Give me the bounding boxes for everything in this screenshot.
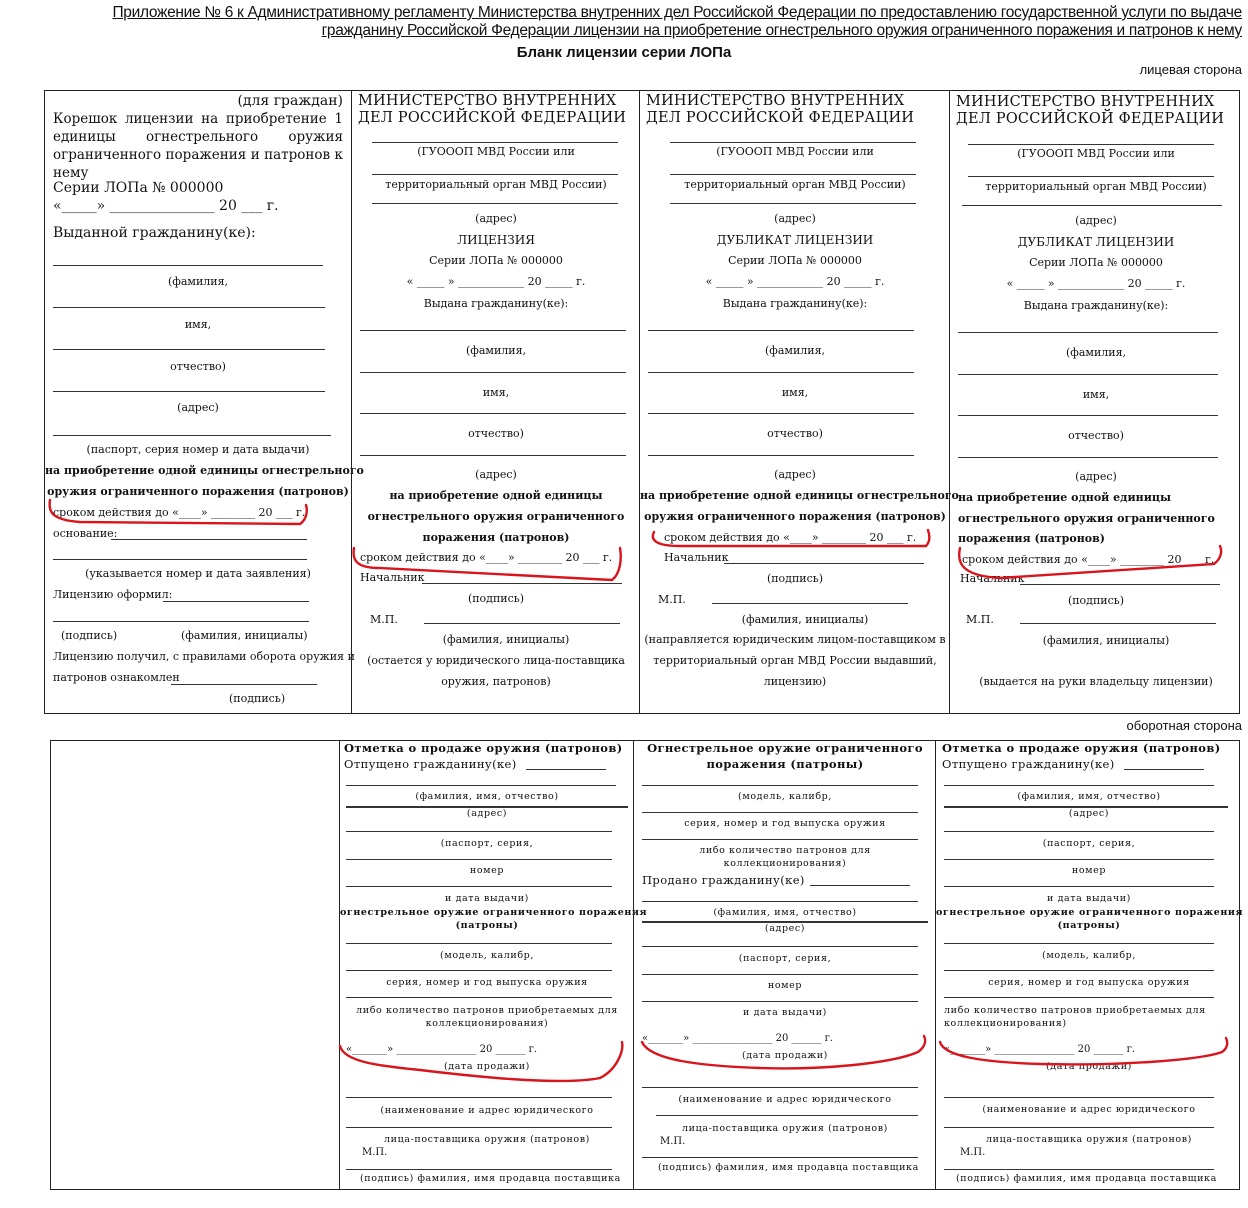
stub-basis-note: (указывается номер и дата заявления) xyxy=(85,567,311,580)
stub-issued: Выданной гражданину(ке): xyxy=(53,225,256,241)
stub-text: Корешок лицензии на приобретение 1 единицы огнестрельного оружия ограниченного поражения и патронов к нему xyxy=(53,111,343,181)
passport: (паспорт, серия, xyxy=(1042,838,1136,849)
territorial-label: территориальный орган МВД России) xyxy=(385,178,607,191)
mp: М.П. xyxy=(660,1136,686,1147)
stub-patronymic: отчество) xyxy=(170,360,226,373)
ministry-line-1: МИНИСТЕРСТВО ВНУТРЕННИХ xyxy=(358,93,617,109)
issued-to: Выдана гражданину(ке): xyxy=(1023,299,1169,312)
fio: (фамилия, имя, отчество) xyxy=(713,907,857,918)
guooop-label: (ГУОООП МВД России или xyxy=(716,145,874,158)
duplicate-1-note-1: (направляется юридическим лицом-поставщиком в xyxy=(644,633,946,646)
license-validity: сроком действия до «____» ________ 20 ___ г. xyxy=(360,551,613,564)
stub-purpose-2: оружия ограниченного поражения (патронов) xyxy=(47,485,349,498)
form-title: Бланк лицензии серии ЛОПа xyxy=(516,44,732,61)
cartridges-2: коллекционирования) xyxy=(944,1018,1067,1029)
address-2: (адрес) xyxy=(1075,470,1117,483)
mp: М.П. xyxy=(966,613,994,626)
stub-date: «_____» _______________ 20 ___ г. xyxy=(53,198,279,214)
initials: (фамилия, инициалы) xyxy=(442,633,570,646)
initials: (фамилия, инициалы) xyxy=(741,613,869,626)
stub-basis: основание: xyxy=(53,527,118,540)
number: номер xyxy=(767,980,803,991)
stub-issued-by: Лицензию оформил: xyxy=(53,588,173,601)
ministry-line-2: ДЕЛ РОССИЙСКОЙ ФЕДЕРАЦИИ xyxy=(956,111,1225,127)
sale-title: Отметка о продаже оружия (патронов) xyxy=(942,741,1221,755)
duplicate-2-series: Серии ЛОПа № 000000 xyxy=(1029,256,1163,269)
sale-date: (дата продажи) xyxy=(1046,1061,1132,1072)
license-title: ЛИЦЕНЗИЯ xyxy=(457,233,535,247)
sign-name: (подпись) фамилия, имя продавца поставщика xyxy=(658,1162,919,1173)
released-to: Отпущено гражданину(ке) xyxy=(942,757,1115,771)
sale-date-line: «_______» ________________ 20 ______ г. xyxy=(346,1044,538,1055)
stub-address: (адрес) xyxy=(177,401,219,414)
address: (адрес) xyxy=(1068,808,1110,819)
legal-2: лица-поставщика оружия (патронов) xyxy=(986,1134,1192,1145)
stub-column xyxy=(45,91,364,713)
license-purpose-2: огнестрельного оружия ограниченного xyxy=(367,510,625,523)
stub-signature-2: (подпись) xyxy=(229,692,286,705)
mp: М.П. xyxy=(960,1147,986,1158)
territorial-label: территориальный орган МВД России) xyxy=(684,178,906,191)
front-side-label: лицевая сторона xyxy=(1139,62,1242,77)
mid-cartridges-2: коллекционирования) xyxy=(723,858,847,869)
model: (модель, калибр, xyxy=(738,791,832,802)
signature: (подпись) xyxy=(766,572,824,585)
header-line-2: гражданину Российской Федерации лицензии на приобретение огнестрельного оружия ограниченного поражения и патронов к нему xyxy=(321,22,1242,39)
mp: М.П. xyxy=(370,613,398,626)
issue-date: и дата выдачи) xyxy=(1047,893,1131,904)
address-label: (адрес) xyxy=(475,212,517,225)
duplicate-2-validity: сроком действия до «____» ________ 20 ___ г. xyxy=(962,553,1215,566)
duplicate-1-title: ДУБЛИКАТ ЛИЦЕНЗИИ xyxy=(716,233,874,247)
initials: (фамилия, инициалы) xyxy=(1042,634,1170,647)
stub-signature: (подпись) xyxy=(61,629,118,642)
duplicate-1-note-3: лицензию) xyxy=(763,675,827,688)
signature: (подпись) xyxy=(1067,594,1125,607)
stub-surname: (фамилия, xyxy=(167,275,229,288)
stub-initials: (фамилия, инициалы) xyxy=(181,629,308,642)
license-series: Серии ЛОПа № 000000 xyxy=(429,254,563,267)
ministry-line-2: ДЕЛ РОССИЙСКОЙ ФЕДЕРАЦИИ xyxy=(358,110,627,126)
chief: Начальник xyxy=(664,551,729,564)
license-purpose-1: на приобретение одной единицы xyxy=(389,489,603,502)
mid-title-2: поражения (патроны) xyxy=(706,757,864,771)
duplicate-2-note: (выдается на руки владельцу лицензии) xyxy=(979,675,1213,688)
number: номер xyxy=(1071,865,1107,876)
stub-passport: (паспорт, серия номер и дата выдачи) xyxy=(86,443,310,456)
license-column xyxy=(351,91,639,713)
license-purpose-3: поражения (патронов) xyxy=(422,531,570,544)
issued-to: Выдана гражданину(ке): xyxy=(423,297,569,310)
guooop-label: (ГУОООП МВД России или xyxy=(417,145,575,158)
issue-date: и дата выдачи) xyxy=(743,1007,827,1018)
surname: (фамилия, xyxy=(465,344,527,357)
license-note-1: (остается у юридического лица-поставщика xyxy=(367,654,625,667)
name: имя, xyxy=(781,386,809,399)
cartridges-1: либо количество патронов приобретаемых для xyxy=(356,1005,618,1016)
address: (адрес) xyxy=(466,808,508,819)
front-side-form xyxy=(44,90,1240,714)
back-sale-column-1 xyxy=(339,741,648,1189)
duplicate-2-purpose-1: на приобретение одной единицы xyxy=(958,491,1172,504)
address: (адрес) xyxy=(764,923,806,934)
legal-2: лица-поставщика оружия (патронов) xyxy=(682,1123,888,1134)
legal-2: лица-поставщика оружия (патронов) xyxy=(384,1134,590,1145)
sale-date: (дата продажи) xyxy=(742,1050,828,1061)
legal-1: (наименование и адрес юридического xyxy=(982,1104,1196,1115)
name: имя, xyxy=(482,386,510,399)
cartridges-2: коллекционирования) xyxy=(425,1018,549,1029)
duplicate-2-purpose-3: поражения (патронов) xyxy=(958,532,1105,545)
duplicate-2-title: ДУБЛИКАТ ЛИЦЕНЗИИ xyxy=(1017,235,1175,249)
name: имя, xyxy=(1082,388,1110,401)
released-to: Отпущено гражданину(ке) xyxy=(344,757,517,771)
issue-date: и дата выдачи) xyxy=(445,893,529,904)
duplicate-2-date: « _____ » ____________ 20 _____ г. xyxy=(1006,277,1186,290)
patronymic: отчество) xyxy=(468,427,524,440)
legal-1: (наименование и адрес юридического xyxy=(380,1105,594,1116)
duplicate-2-purpose-2: огнестрельного оружия ограниченного xyxy=(958,512,1215,525)
weapon-1: огнестрельное оружие ограниченного поражения xyxy=(936,907,1244,918)
territorial-label: территориальный орган МВД России) xyxy=(985,180,1207,193)
patronymic: отчество) xyxy=(1068,429,1124,442)
model: (модель, калибр, xyxy=(1042,950,1136,961)
license-date: « _____ » ____________ 20 _____ г. xyxy=(406,275,586,288)
mid-title-1: Огнестрельное оружие ограниченного xyxy=(647,741,923,755)
chief: Начальник xyxy=(960,572,1025,585)
duplicate-1-series: Серии ЛОПа № 000000 xyxy=(728,254,862,267)
address-label: (адрес) xyxy=(774,212,816,225)
duplicate-1-date: « _____ » ____________ 20 _____ г. xyxy=(705,275,885,288)
fio: (фамилия, имя, отчество) xyxy=(1017,791,1161,802)
mid-cartridges-1: либо количество патронов для xyxy=(699,845,871,856)
stub-acquainted: патронов ознакомлен xyxy=(53,671,180,684)
sale-date-line: «_______» ________________ 20 ______ г. xyxy=(642,1033,834,1044)
duplicate-1-purpose-2: оружия ограниченного поражения (патронов) xyxy=(644,510,946,523)
sale-date: (дата продажи) xyxy=(444,1061,530,1072)
duplicate-1-purpose-1: на приобретение одной единицы огнестрельного xyxy=(640,489,959,502)
back-side-label: оборотная сторона xyxy=(1126,718,1242,733)
surname: (фамилия, xyxy=(1065,346,1127,359)
sold-to: Продано гражданину(ке) xyxy=(642,873,805,887)
duplicate-1-column xyxy=(639,91,959,713)
model: (модель, калибр, xyxy=(440,950,534,961)
legal-1: (наименование и адрес юридического xyxy=(678,1094,892,1105)
weapon-1: огнестрельное оружие ограниченного поражения xyxy=(340,907,648,918)
surname: (фамилия, xyxy=(764,344,826,357)
duplicate-1-validity: сроком действия до «____» ________ 20 ___ г. xyxy=(664,531,917,544)
sale-title: Отметка о продаже оружия (патронов) xyxy=(344,741,623,755)
cartridges-1: либо количество патронов приобретаемых для xyxy=(944,1005,1206,1016)
stub-validity: сроком действия до «____» ________ 20 ___ г. xyxy=(53,506,306,519)
guooop-label: (ГУОООП МВД России или xyxy=(1017,147,1175,160)
mp: М.П. xyxy=(658,593,686,606)
weapon-2: (патроны) xyxy=(1057,920,1121,931)
stub-name: имя, xyxy=(184,318,212,331)
stub-purpose-1: на приобретение одной единицы огнестрельного xyxy=(45,464,364,477)
issued-to: Выдана гражданину(ке): xyxy=(722,297,868,310)
stub-series: Серии ЛОПа № 000000 xyxy=(53,180,224,196)
ministry-line-2: ДЕЛ РОССИЙСКОЙ ФЕДЕРАЦИИ xyxy=(646,110,915,126)
back-side-form xyxy=(50,740,1244,1190)
sale-date-line: «_______» ________________ 20 ______ г. xyxy=(944,1044,1136,1055)
number: номер xyxy=(469,865,505,876)
sign-name: (подпись) фамилия, имя продавца поставщика xyxy=(360,1173,621,1184)
passport: (паспорт, серия, xyxy=(738,953,832,964)
back-stub-blank xyxy=(51,741,339,1189)
header-line-1: Приложение № 6 к Административному регламенту Министерства внутренних дел Российской Федерации по предоставлению государственной услуги по выдаче xyxy=(112,4,1242,21)
back-sale-column-2 xyxy=(935,741,1244,1189)
stub-for-citizens: (для граждан) xyxy=(237,93,343,109)
license-note-2: оружия, патронов) xyxy=(441,675,551,688)
ministry-line-1: МИНИСТЕРСТВО ВНУТРЕННИХ xyxy=(646,93,905,109)
weapon-2: (патроны) xyxy=(455,920,519,931)
serial: серия, номер и год выпуска оружия xyxy=(988,977,1190,988)
signature: (подпись) xyxy=(467,592,525,605)
duplicate-1-note-2: территориальный орган МВД России выдавший, xyxy=(653,654,937,667)
sign-name: (подпись) фамилия, имя продавца поставщика xyxy=(956,1173,1217,1184)
ministry-line-1: МИНИСТЕРСТВО ВНУТРЕННИХ xyxy=(956,94,1215,110)
address-label: (адрес) xyxy=(1075,214,1117,227)
passport: (паспорт, серия, xyxy=(440,838,534,849)
duplicate-2-column xyxy=(949,91,1241,713)
fio: (фамилия, имя, отчество) xyxy=(415,791,559,802)
stub-received: Лицензию получил, с правилами оборота оружия и xyxy=(53,650,355,663)
mid-serial: серия, номер и год выпуска оружия xyxy=(684,818,886,829)
back-weapon-column xyxy=(633,741,935,1189)
address-2: (адрес) xyxy=(475,468,517,481)
address-2: (адрес) xyxy=(774,468,816,481)
patronymic: отчество) xyxy=(767,427,823,440)
chief: Начальник xyxy=(360,571,425,584)
mp: М.П. xyxy=(362,1147,388,1158)
serial: серия, номер и год выпуска оружия xyxy=(386,977,588,988)
